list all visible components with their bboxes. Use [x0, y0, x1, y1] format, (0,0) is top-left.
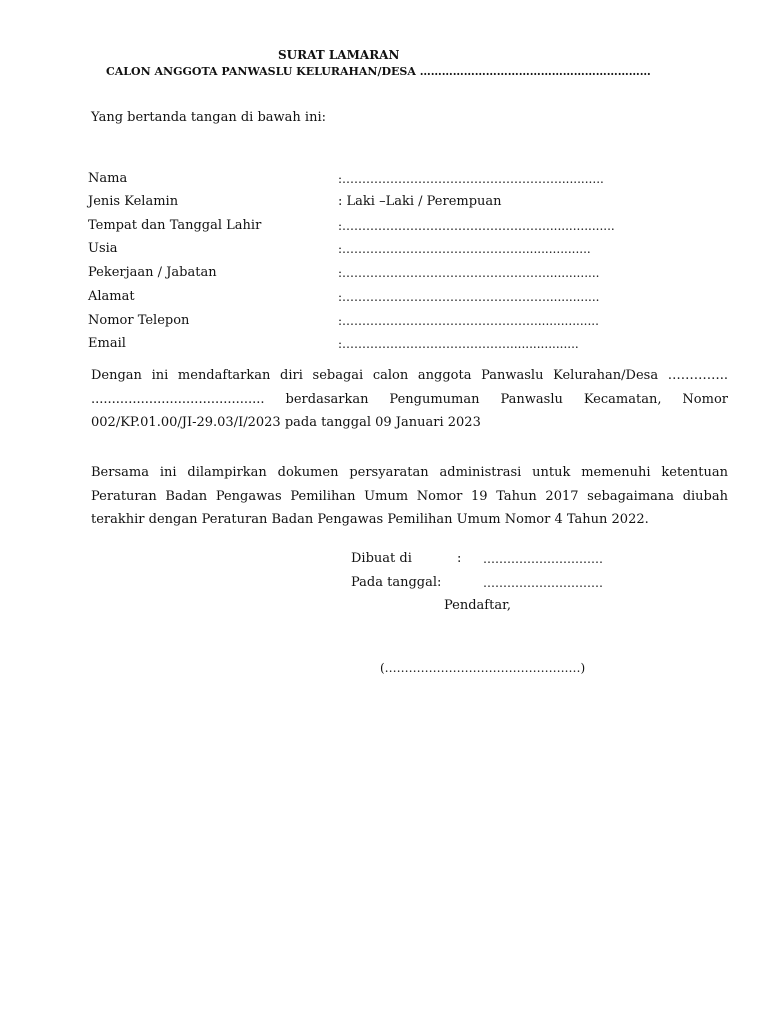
- signature-place-colon: :: [457, 551, 462, 566]
- field-label-jenis-kelamin: Jenis Kelamin: [88, 194, 179, 209]
- field-value-usia: :………………………………………..................: [338, 242, 591, 256]
- signature-place-label: Dibuat di: [351, 551, 412, 566]
- field-value-nomor-telepon: :………………………………………….................: [338, 314, 599, 328]
- field-label-tempat-tanggal-lahir: Tempat dan Tanggal Lahir: [88, 218, 262, 233]
- signature-date-label: Pada tanggal:: [351, 575, 442, 590]
- field-label-usia: Usia: [88, 241, 118, 256]
- attachment-paragraph: Bersama ini dilampirkan dokumen persyaratan administrasi untuk memenuhi ketentuan Peraturan Badan Pengawas Pemilihan Umum Nomor 19 Tahun 2017 sebagaimana diubah terakhir dengan Peraturan Badan Pengawas Pemilihan Umum Nomor 4 Tahun 2022.: [91, 465, 728, 527]
- field-label-nomor-telepon: Nomor Telepon: [88, 313, 190, 328]
- field-label-email: Email: [88, 336, 126, 351]
- letter-title: SURAT LAMARAN: [278, 48, 400, 62]
- letter-subtitle: CALON ANGGOTA PANWASLU KELURAHAN/DESA ………………………………………………………: [106, 65, 651, 78]
- field-value-alamat: :……………………………………………..............: [338, 290, 600, 304]
- registration-paragraph: Dengan ini mendaftarkan diri sebagai calon anggota Panwaslu Kelurahan/Desa ………….. .......................................... berdasarkan Pengumuman Panwaslu Kecamatan, Nomor 002/KP.01.00/JI-29.03/I/2023 pada tanggal 09 Januari 2023: [91, 368, 728, 430]
- signature-place-value: …………………………: [483, 552, 603, 566]
- opening-line: Yang bertanda tangan di bawah ini:: [91, 110, 326, 125]
- signature-name-line: (……………………………………….…): [380, 661, 586, 675]
- signature-role: Pendaftar,: [444, 598, 512, 613]
- field-label-pekerjaan: Pekerjaan / Jabatan: [88, 265, 217, 280]
- field-value-email: :……………………………………..................: [338, 337, 579, 351]
- signature-date-value: …………………………: [483, 576, 603, 590]
- field-label-nama: Nama: [88, 171, 128, 186]
- field-value-nama: :………………………………………………............: [338, 172, 604, 186]
- field-value-jenis-kelamin: : Laki –Laki / Perempuan: [338, 194, 502, 209]
- field-value-pekerjaan: :……………………………………………..............: [338, 266, 600, 280]
- field-label-alamat: Alamat: [88, 289, 135, 304]
- field-value-tempat-tanggal-lahir: :……………………………………………..................: [338, 219, 615, 233]
